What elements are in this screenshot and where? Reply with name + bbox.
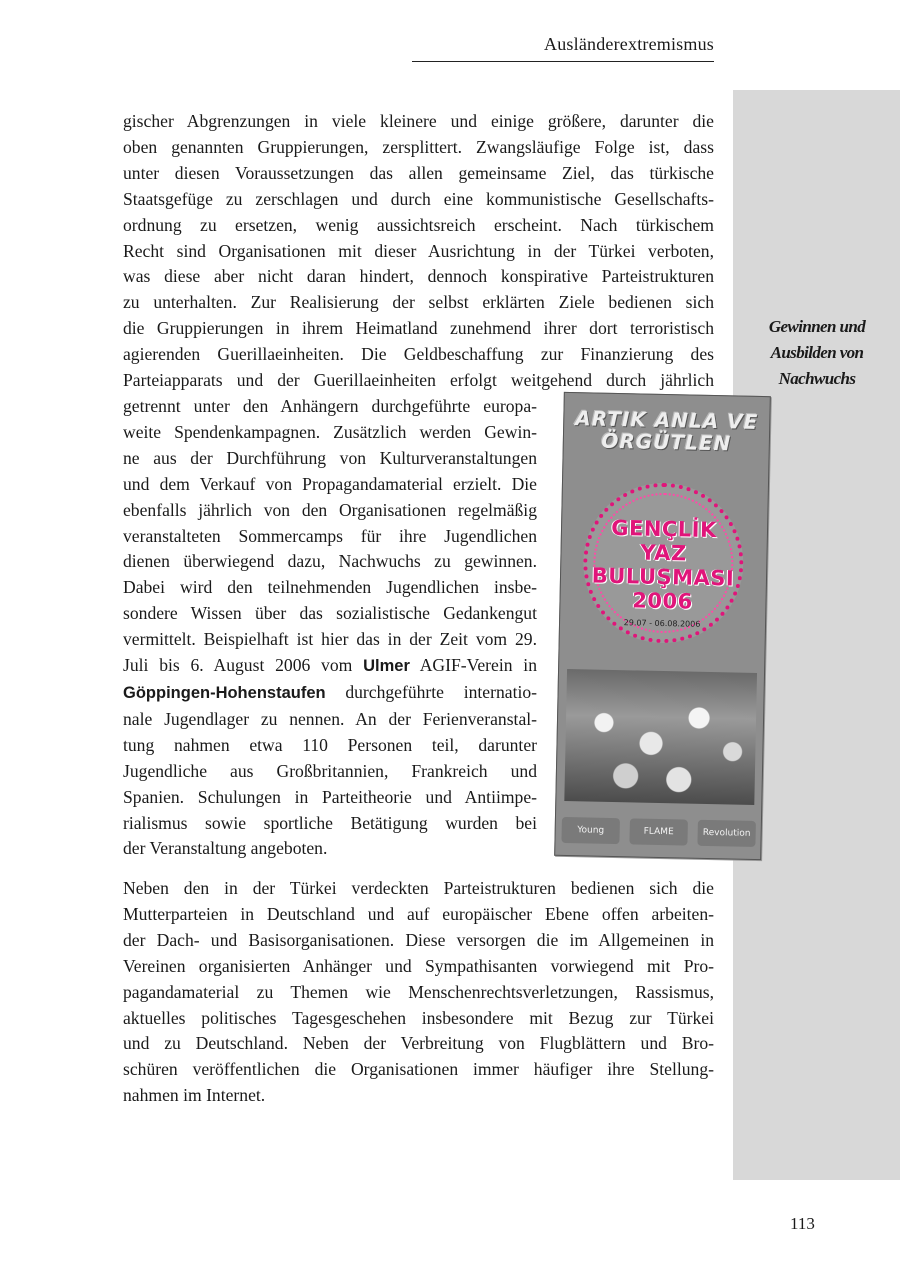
poster-title-line: ÖRGÜTLEN <box>601 428 732 456</box>
text-line: Staatsgefüge zu zerschlagen und durch eine kommunistische Gesellschafts- <box>123 188 714 209</box>
logo-young: Young <box>561 817 620 844</box>
margin-note-line: Gewinnen und <box>768 317 866 336</box>
youth-camp-poster <box>554 392 771 860</box>
margin-note-line: Ausbilden von <box>770 343 864 362</box>
text-line: Parteiapparats und der Guerillaeinheiten erfolgt weitgehend durch jährlich <box>123 370 714 391</box>
crowd-photo <box>564 669 757 805</box>
text-fragment: AGIF-Verein in <box>409 655 537 676</box>
text-line: Mutterparteien in Deutschland und auf europäischer Ebene offen arbeiten- <box>123 903 714 924</box>
text-line: aktuelles politisches Tagesgeschehen insbesondere mit Bezug zur Türkei <box>123 1007 714 1028</box>
paragraph-2 <box>123 876 714 1109</box>
text-line: Dabei wird den teilnehmenden Jugendlichen insbe- <box>123 577 537 598</box>
text-line <box>123 653 537 680</box>
poster-logos <box>561 813 756 851</box>
text-line: getrennt unter den Anhängern durchgeführte europa- <box>123 396 537 416</box>
text-line: unter diesen Voraussetzungen das allen gemeinsame Ziel, das türkische <box>123 162 714 183</box>
text-fragment: durchgeführte internatio- <box>325 681 537 702</box>
logo-revolution: Revolution <box>697 820 756 847</box>
text-line: zu unterhalten. Zur Realisierung der selbst erklärten Ziele bedienen sich <box>123 292 714 313</box>
badge-line: GENÇLİK <box>611 515 718 543</box>
text-line: und zu Deutschland. Neben der Verbreitung von Flugblättern und Bro- <box>123 1033 714 1054</box>
badge-line: 2006 <box>632 588 693 614</box>
text-fragment: Juli bis 6. August 2006 vom <box>123 655 364 676</box>
paragraph-1-wrapped <box>123 394 537 862</box>
badge-dates: 29.07 - 06.08.2006 <box>623 618 701 629</box>
text-line: weite Spendenkampagnen. Zusätzlich werden Gewin- <box>123 421 537 442</box>
text-line: nale Jugendlager zu nennen. An der Ferienveranstal- <box>123 708 537 729</box>
text-line: vermittelt. Beispielhaft ist hier das in der Zeit vom 29. <box>123 629 537 650</box>
text-line: Neben den in der Türkei verdeckten Parteistrukturen bedienen sich die <box>123 878 714 898</box>
poster-title <box>564 407 770 455</box>
text-line: sondere Wissen über das sozialistische Gedankengut <box>123 603 537 624</box>
text-line: die Gruppierungen in ihrem Heimatland zunehmend ihrer dort terroristisch <box>123 318 714 339</box>
text-line: dienen überwiegend dazu, Nachwuchs zu gewinnen. <box>123 551 537 572</box>
margin-note <box>742 314 892 392</box>
text-line: oben genannten Gruppierungen, zersplittert. Zwangsläufige Folge ist, dass <box>123 136 714 157</box>
text-line: gischer Abgrenzungen in viele kleinere und einige größere, darunter die <box>123 111 714 131</box>
poster-title-line: ARTIK ANLA VE <box>575 406 759 434</box>
text-line: rialismus sowie sportliche Betätigung wurden bei <box>123 812 537 833</box>
text-line: Jugendliche aus Großbritannien, Frankreich und <box>123 760 537 781</box>
text-line: agierenden Guerillaeinheiten. Die Geldbeschaffung zur Finanzierung des <box>123 344 714 365</box>
margin-note-line: Nachwuchs <box>778 369 856 388</box>
text-line: pagandamaterial zu Themen wie Menschenrechtsverletzungen, Rassismus, <box>123 981 714 1002</box>
place-name-goeppingen: Göppingen-Hohenstaufen <box>123 683 326 702</box>
text-line: der Veranstaltung angeboten. <box>123 838 328 859</box>
poster-badge <box>582 481 745 644</box>
text-line: was diese aber nicht daran hindert, dennoch konspirative Parteistrukturen <box>123 266 714 287</box>
text-line: ebenfalls jährlich von den Organisationen regelmäßig <box>123 499 537 520</box>
text-line: der Dach- und Basisorganisationen. Diese versorgen die im Allgemeinen in <box>123 929 714 950</box>
badge-line: BULUŞMASI <box>591 563 735 591</box>
text-line: veranstalteten Sommercamps für ihre Jugendlichen <box>123 525 537 546</box>
text-line: ordnung zu ersetzen, wenig aussichtsreich erscheint. Nach türkischem <box>123 214 714 235</box>
text-line: schüren veröffentlichen die Organisationen immer häufiger ihre Stellung- <box>123 1059 714 1080</box>
running-head: Ausländerextremismus <box>412 34 714 62</box>
place-name-ulmer: Ulmer <box>363 657 410 676</box>
logo-flame: FLAME <box>629 818 688 845</box>
text-line: tung nahmen etwa 110 Personen teil, darunter <box>123 734 537 755</box>
badge-line: YAZ <box>640 540 687 566</box>
text-line: nahmen im Internet. <box>123 1085 266 1106</box>
text-line: und dem Verkauf von Propagandamaterial erzielt. Die <box>123 473 537 494</box>
text-line: Spanien. Schulungen in Parteitheorie und Antiimpe- <box>123 786 537 807</box>
text-line: ne aus der Durchführung von Kulturveranstaltungen <box>123 447 537 468</box>
paragraph-1 <box>123 109 714 394</box>
text-line: Recht sind Organisationen mit dieser Ausrichtung in der Türkei verboten, <box>123 240 714 261</box>
text-line <box>123 680 537 707</box>
text-line: Vereinen organisierten Anhänger und Sympathisanten vorwiegend mit Pro- <box>123 955 714 976</box>
badge-text <box>586 515 740 614</box>
page-number: 113 <box>790 1214 815 1233</box>
